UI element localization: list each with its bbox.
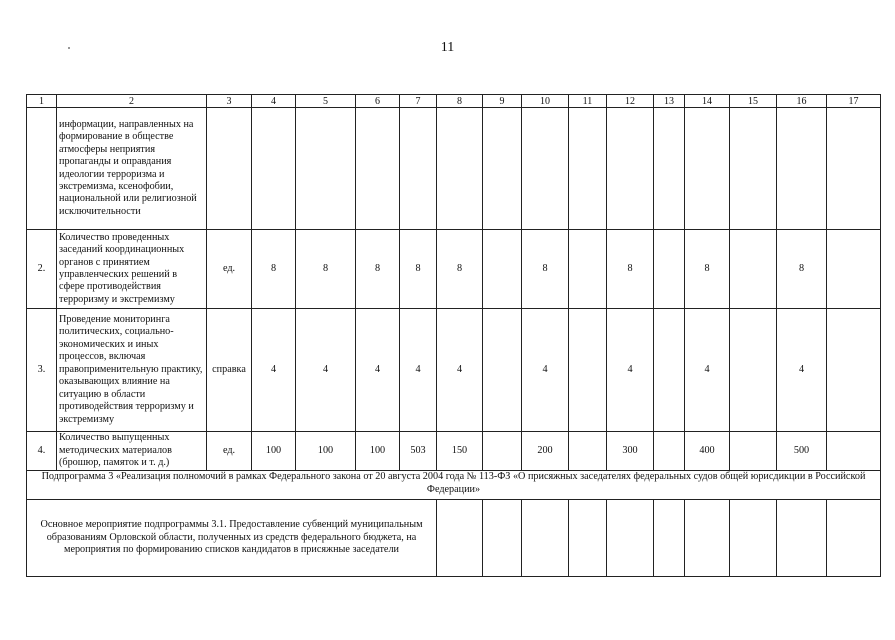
value-cell	[356, 108, 400, 230]
header-cell: 10	[522, 95, 569, 108]
empty-cell	[685, 500, 730, 577]
table-row	[27, 432, 881, 471]
indicator-text: Проведение мониторинга политических, социально-экономических и иных процессов, включая правоприменительную практику, оказывающих влияние на ситуацию в области противодействия терроризму и экстремизму	[57, 309, 207, 432]
value-cell	[827, 230, 881, 309]
value-cell	[569, 309, 607, 432]
value-cell	[730, 230, 777, 309]
value-cell: 4	[522, 309, 569, 432]
scan-speck	[68, 47, 70, 49]
header-cell: 7	[400, 95, 437, 108]
row-number	[27, 108, 57, 230]
page-number: 11	[440, 40, 455, 55]
value-cell: 8	[437, 230, 483, 309]
value-cell	[483, 432, 522, 471]
value-cell	[827, 309, 881, 432]
row-number: 4.	[27, 432, 57, 471]
row-number: 2.	[27, 230, 57, 309]
value-cell	[607, 108, 654, 230]
empty-cell	[607, 500, 654, 577]
header-cell: 4	[252, 95, 296, 108]
empty-cell	[827, 500, 881, 577]
value-cell: 4	[437, 309, 483, 432]
unit-cell: справка	[207, 309, 252, 432]
value-cell: 8	[356, 230, 400, 309]
indicator-text: Количество проведенных заседаний координационных органов с принятием управленческих решений в сфере противодействия терроризму и экстремизму	[57, 230, 207, 309]
value-cell: 8	[685, 230, 730, 309]
main-event-row	[27, 500, 881, 577]
header-cell: 12	[607, 95, 654, 108]
value-cell	[730, 309, 777, 432]
subprogram-row	[27, 471, 881, 500]
indicator-text: информации, направленных на формирование в обществе атмосферы неприятия пропаганды и оправдания идеологии терроризма и экстремизма, ксенофобии, национальной или религиозной исключительности	[57, 108, 207, 230]
value-cell: 100	[356, 432, 400, 471]
value-cell	[483, 108, 522, 230]
header-cell: 11	[569, 95, 607, 108]
empty-cell	[777, 500, 827, 577]
value-cell: 503	[400, 432, 437, 471]
header-cell: 5	[296, 95, 356, 108]
value-cell: 8	[252, 230, 296, 309]
value-cell: 4	[356, 309, 400, 432]
indicator-text: Количество выпущенных методических материалов (брошюр, памяток и т. д.)	[57, 432, 207, 471]
value-cell: 150	[437, 432, 483, 471]
value-cell: 400	[685, 432, 730, 471]
value-cell	[827, 432, 881, 471]
unit-cell	[207, 108, 252, 230]
value-cell: 8	[777, 230, 827, 309]
value-cell: 8	[400, 230, 437, 309]
header-cell: 9	[483, 95, 522, 108]
header-cell: 15	[730, 95, 777, 108]
value-cell	[483, 309, 522, 432]
header-cell: 13	[654, 95, 685, 108]
header-cell: 8	[437, 95, 483, 108]
value-cell: 300	[607, 432, 654, 471]
value-cell: 200	[522, 432, 569, 471]
value-cell: 100	[296, 432, 356, 471]
value-cell: 4	[296, 309, 356, 432]
value-cell	[685, 108, 730, 230]
value-cell	[522, 108, 569, 230]
value-cell	[654, 309, 685, 432]
row-number: 3.	[27, 309, 57, 432]
table-row	[27, 230, 881, 309]
value-cell	[400, 108, 437, 230]
program-indicators-table	[26, 94, 881, 577]
value-cell	[437, 108, 483, 230]
header-cell: 2	[57, 95, 207, 108]
header-cell: 3	[207, 95, 252, 108]
value-cell	[777, 108, 827, 230]
value-cell	[569, 230, 607, 309]
value-cell	[654, 108, 685, 230]
empty-cell	[522, 500, 569, 577]
header-cell: 17	[827, 95, 881, 108]
value-cell: 4	[607, 309, 654, 432]
value-cell	[730, 432, 777, 471]
empty-cell	[483, 500, 522, 577]
value-cell	[296, 108, 356, 230]
value-cell: 4	[252, 309, 296, 432]
value-cell: 4	[400, 309, 437, 432]
value-cell: 8	[522, 230, 569, 309]
header-cell: 16	[777, 95, 827, 108]
value-cell: 8	[607, 230, 654, 309]
header-cell: 1	[27, 95, 57, 108]
empty-cell	[654, 500, 685, 577]
empty-cell	[730, 500, 777, 577]
unit-cell: ед.	[207, 230, 252, 309]
value-cell	[569, 108, 607, 230]
value-cell	[827, 108, 881, 230]
table-row	[27, 309, 881, 432]
value-cell: 8	[296, 230, 356, 309]
unit-cell: ед.	[207, 432, 252, 471]
value-cell	[730, 108, 777, 230]
header-cell: 14	[685, 95, 730, 108]
subprogram-title: Подпрограмма 3 «Реализация полномочий в рамках Федерального закона от 20 августа 2004 года № 113-ФЗ «О присяжных заседателях федеральных судов общей юрисдикции в Российской Федерации»	[27, 471, 881, 500]
table-header-row	[27, 95, 881, 108]
main-event-text: Основное мероприятие подпрограммы 3.1. Предоставление субвенций муниципальным образованиям Орловской области, полученных из средств федерального бюджета, на мероприятия по формированию списков кандидатов в присяжные заседатели	[27, 500, 437, 577]
value-cell	[569, 432, 607, 471]
table-row	[27, 108, 881, 230]
value-cell	[483, 230, 522, 309]
value-cell: 4	[685, 309, 730, 432]
value-cell: 500	[777, 432, 827, 471]
value-cell	[654, 230, 685, 309]
value-cell: 4	[777, 309, 827, 432]
header-cell: 6	[356, 95, 400, 108]
value-cell	[654, 432, 685, 471]
value-cell	[252, 108, 296, 230]
empty-cell	[437, 500, 483, 577]
empty-cell	[569, 500, 607, 577]
value-cell: 100	[252, 432, 296, 471]
